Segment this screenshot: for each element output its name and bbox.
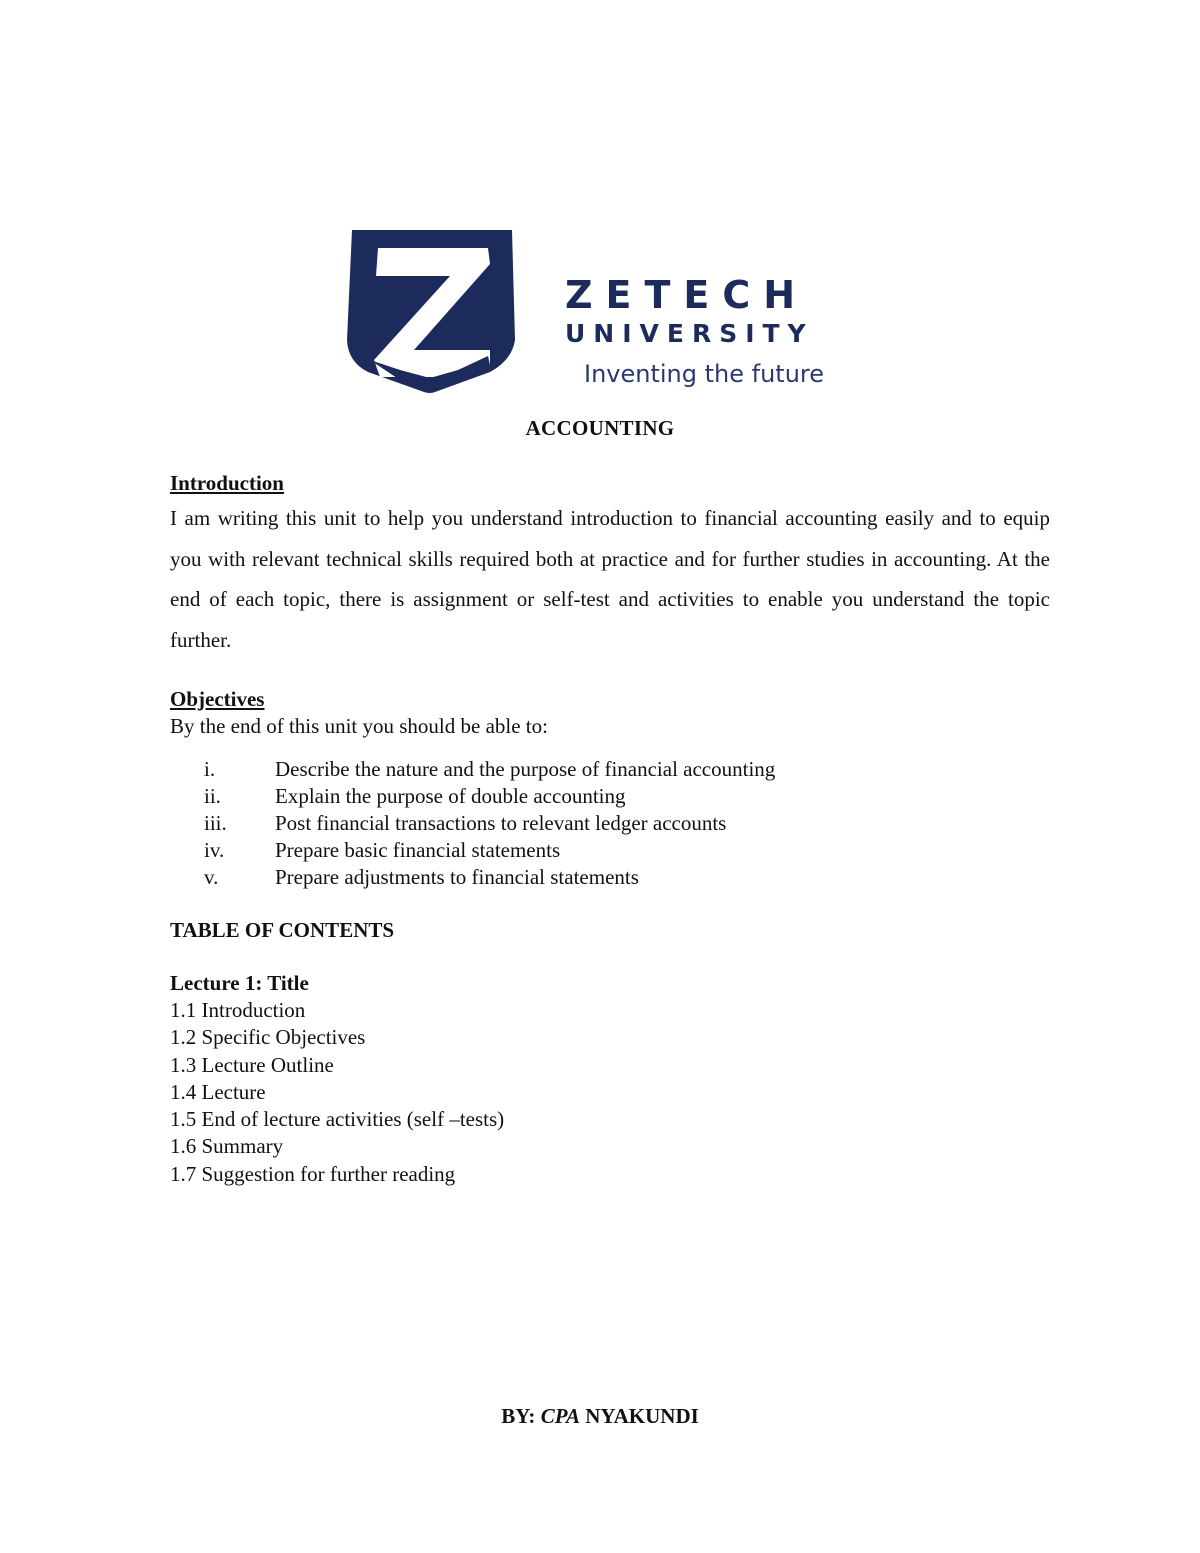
objectives-lead: By the end of this unit you should be able to:: [170, 714, 548, 738]
list-item-text: Post financial transactions to relevant ledger accounts: [275, 811, 727, 835]
list-item-text: Describe the nature and the purpose of financial accounting: [275, 757, 776, 781]
list-item-number: iv.: [204, 838, 225, 862]
author-title: CPA: [540, 1404, 580, 1428]
toc-lecture-title: Lecture 1: Title: [170, 971, 309, 995]
list-item-number: iii.: [204, 811, 227, 835]
toc-list: [170, 997, 504, 1188]
logo-name-line2: UNIVERSITY: [565, 319, 814, 348]
toc-heading: TABLE OF CONTENTS: [170, 918, 395, 942]
list-item-number: v.: [204, 865, 219, 889]
list-item-text: Prepare adjustments to financial statements: [275, 865, 639, 889]
introduction-paragraph: I am writing this unit to help you understand introduction to financial accounting easily and to equip you with relevant technical skills required both at practice and for further studies in accounting. At the end of each topic, there is assignment or self-test and activities to enable you understand the topic further.: [170, 506, 1050, 652]
list-item-number: ii.: [204, 784, 221, 808]
toc-item: 1.6 Summary: [170, 1134, 284, 1159]
author-line: [0, 1404, 1200, 1429]
z-shield-icon: [347, 230, 515, 393]
author-prefix: BY:: [501, 1404, 541, 1428]
logo-tagline: Inventing the future: [584, 360, 825, 388]
toc-item: 1.3 Lecture Outline: [170, 1052, 334, 1077]
list-item-text: Prepare basic financial statements: [275, 838, 561, 862]
toc-item: 1.7 Suggestion for further reading: [170, 1161, 456, 1186]
list-item-number: i.: [204, 757, 216, 781]
toc-item: 1.5 End of lecture activities (self –tests): [170, 1107, 505, 1132]
objectives-heading: Objectives: [170, 687, 265, 711]
toc-item: 1.2 Specific Objectives: [170, 1025, 366, 1050]
author-name: NYAKUNDI: [579, 1404, 699, 1428]
university-logo: [340, 220, 880, 395]
list-item-text: Explain the purpose of double accounting: [275, 784, 626, 808]
introduction-heading: Introduction: [170, 471, 284, 495]
toc-item: 1.4 Lecture: [170, 1079, 266, 1104]
toc-item: 1.1 Introduction: [170, 998, 306, 1022]
logo-name-line1: ZETECH: [565, 273, 809, 317]
document-title: ACCOUNTING: [525, 416, 675, 440]
